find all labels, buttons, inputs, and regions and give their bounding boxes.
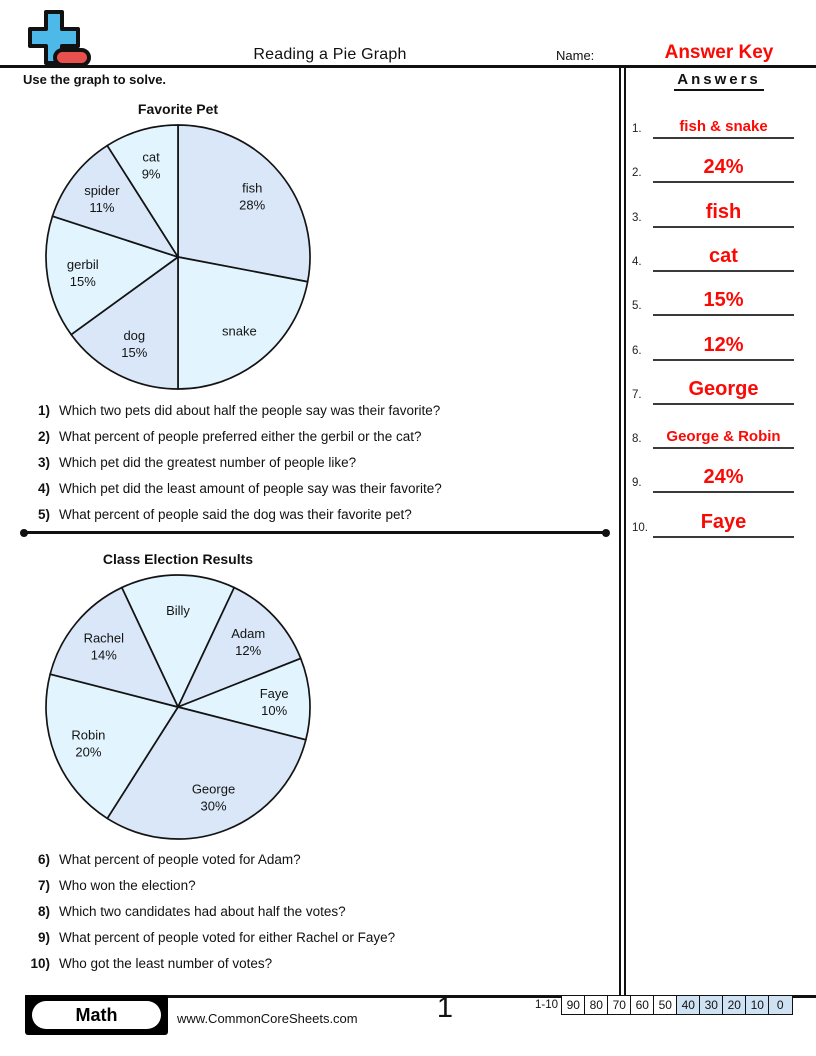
score-table	[561, 995, 793, 1015]
pie-slice-name-label: cat	[142, 149, 160, 165]
question-number: 3)	[37, 454, 50, 470]
answers-list	[622, 100, 816, 550]
pie-slice-percent-label: 15%	[69, 274, 96, 290]
pie-slice-name-label: fish	[242, 180, 263, 196]
question-text: What percent of people voted for either Rachel or Faye?	[59, 929, 396, 945]
answer-text: 24%	[703, 156, 744, 179]
score-cell: 0	[768, 995, 793, 1015]
pie-slice-percent-label: 11%	[89, 199, 115, 215]
pie-slice-name-label: Billy	[166, 603, 190, 619]
question-row	[20, 924, 612, 950]
answer-text: Faye	[700, 510, 747, 533]
answer-row	[632, 144, 794, 183]
question-text: Who got the least number of votes?	[59, 955, 273, 971]
subject-badge	[25, 995, 168, 1035]
answer-number: 9.	[632, 477, 642, 490]
pie-chart-favorite-pet	[42, 121, 314, 393]
answer-text: 12%	[703, 333, 744, 356]
question-number: 10)	[30, 955, 50, 971]
page-number: 1	[436, 992, 454, 1024]
pie-slice-name-label: Rachel	[83, 630, 125, 646]
question-text: What percent of people preferred either the gerbil or the cat?	[59, 428, 422, 444]
page-title: Reading a Pie Graph	[253, 46, 407, 63]
answer-text: George	[688, 377, 759, 400]
name-label: Name:	[556, 48, 595, 63]
answer-number: 10.	[632, 521, 648, 534]
answer-text: fish & snake	[679, 118, 768, 135]
score-cell: 30	[699, 995, 724, 1015]
answer-row	[632, 277, 794, 316]
score-cell: 90	[561, 995, 586, 1015]
question-number: 8)	[37, 903, 50, 919]
pie-slice-percent-label: 20%	[75, 744, 102, 760]
score-cell: 70	[607, 995, 632, 1015]
score-cell: 50	[653, 995, 678, 1015]
answer-row	[632, 366, 794, 405]
answer-number: 7.	[632, 388, 642, 401]
answer-number: 2.	[632, 167, 642, 180]
question-number: 1)	[37, 402, 50, 418]
question-row	[20, 898, 612, 924]
answer-text: 24%	[703, 466, 744, 489]
pie-slice-percent-label: 9%	[141, 166, 161, 182]
question-text: What percent of people voted for Adam?	[59, 851, 301, 867]
score-range-label: 1-10	[534, 999, 558, 1011]
pie-slice-name-label: Adam	[231, 626, 266, 641]
answers-heading-wrap	[622, 71, 816, 91]
score-cell: 60	[630, 995, 655, 1015]
question-row	[20, 950, 612, 976]
question-text: Who won the election?	[59, 877, 196, 893]
answer-text: cat	[709, 244, 738, 267]
question-text: Which two pets did about half the people say was their favorite?	[59, 402, 441, 418]
website-url: www.CommonCoreSheets.com	[177, 1011, 358, 1026]
answer-row	[632, 233, 794, 272]
question-number: 4)	[37, 480, 50, 496]
question-row	[20, 872, 612, 898]
pie-slice-percent-label: 28%	[239, 197, 266, 213]
answer-row	[632, 454, 794, 493]
answer-number: 1.	[632, 123, 642, 135]
pie-slice-percent-label: 10%	[261, 702, 288, 718]
pie-slice-name-label: Faye	[259, 685, 289, 701]
section-divider	[24, 531, 606, 534]
question-number: 7)	[37, 877, 50, 893]
pie-slice-percent-label: 30%	[200, 798, 227, 814]
answer-number: 8.	[632, 433, 642, 446]
pie-chart-class-election	[42, 571, 314, 843]
pie-slice-name-label: spider	[84, 182, 120, 198]
question-number: 6)	[37, 851, 50, 867]
pie-slice-percent-label: 14%	[90, 647, 117, 663]
score-cell: 40	[676, 995, 701, 1015]
pie-slice-name-label: Robin	[71, 727, 106, 743]
question-number: 9)	[37, 929, 50, 945]
question-number: 5)	[37, 506, 50, 522]
score-cell: 80	[584, 995, 609, 1015]
answer-number: 5.	[632, 300, 642, 313]
answer-number: 3.	[632, 211, 642, 224]
answer-text: fish	[705, 200, 742, 223]
question-row	[20, 449, 612, 475]
question-text: What percent of people said the dog was their favorite pet?	[59, 506, 412, 522]
pie-slice-name-label: dog	[123, 327, 146, 343]
pie-slice-percent-label: 15%	[121, 344, 148, 360]
answer-text: George & Robin	[666, 428, 781, 446]
instructions-text: Use the graph to solve.	[23, 72, 167, 87]
answer-row	[632, 499, 794, 538]
answer-number: 4.	[632, 255, 642, 268]
question-text: Which pet did the greatest number of people like?	[59, 454, 357, 470]
question-number: 2)	[37, 428, 50, 444]
question-text: Which pet did the least amount of people say was their favorite?	[59, 480, 442, 496]
score-cell: 10	[745, 995, 770, 1015]
question-row	[20, 475, 612, 501]
question-text: Which two candidates had about half the votes?	[59, 903, 346, 919]
chart-title-class-election: Class Election Results	[102, 551, 254, 567]
answer-row	[632, 100, 794, 139]
answer-text: 15%	[703, 289, 744, 312]
answer-key-label: Answer Key	[664, 42, 774, 63]
answer-number: 6.	[632, 344, 642, 357]
subject-label: Math	[32, 1001, 161, 1029]
pie-slice-name-label: George	[191, 781, 236, 797]
question-list-6-10	[20, 846, 612, 976]
score-cell: 20	[722, 995, 747, 1015]
question-row	[20, 423, 612, 449]
header-rule	[0, 65, 816, 68]
answers-heading: Answers	[674, 71, 764, 91]
question-row	[20, 846, 612, 872]
pie-slice-percent-label: 12%	[235, 643, 262, 658]
answer-row	[632, 410, 794, 449]
pie-slice-name-label: snake	[222, 323, 257, 339]
pie-slice-name-label: gerbil	[66, 257, 99, 273]
question-list-1-5	[20, 397, 612, 527]
question-row	[20, 501, 612, 527]
question-row	[20, 397, 612, 423]
chart-title-favorite-pet: Favorite Pet	[137, 101, 219, 117]
answer-row	[632, 189, 794, 228]
answer-row	[632, 322, 794, 361]
